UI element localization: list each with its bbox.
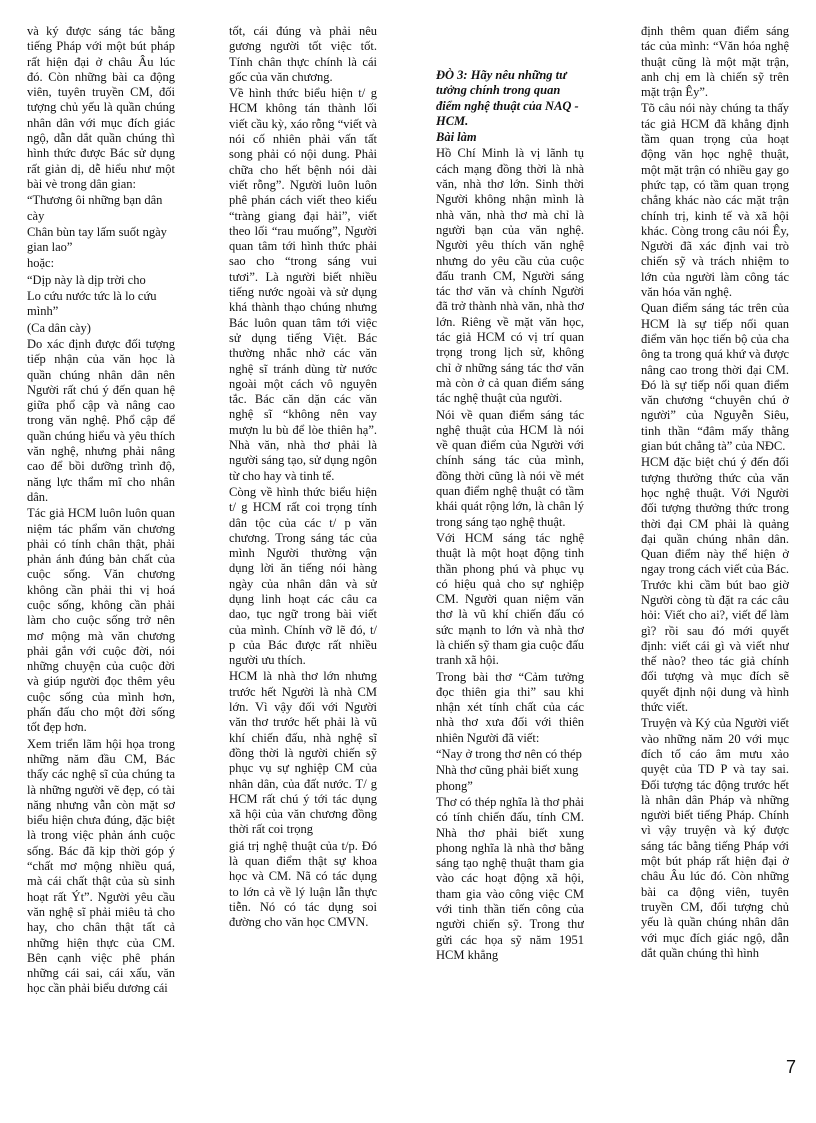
answer-label: Bài làm	[436, 130, 477, 145]
paragraph: định thêm quan điểm sáng tác của mình: “Văn hóa nghệ thuật cũng là một mặt trận, anh chị em là chiến sỹ trên mặt trận Êy”.	[641, 24, 789, 100]
paragraph: hoặc:	[27, 256, 55, 271]
text-column-3	[436, 68, 584, 1079]
text-column-4	[641, 24, 789, 1079]
paragraph: Với HCM sáng tác nghệ thuật là một hoạt động tinh thần phong phú và phục vụ có hiệu quả cho sự nghiệp CM. Người quan niệm văn thơ là vũ khí chiến đấu có sức mạnh to lớn và nhà thơ là chiến sỹ tham gia cuộc đấu tranh xã hội.	[436, 530, 584, 668]
question-heading: ĐÒ 3: Hãy nêu những tư tưởng chính trong quan điểm nghệ thuật của NAQ - HCM.	[436, 68, 579, 128]
verse-line: “Nay ở trong thơ nên có thép	[436, 747, 582, 762]
paragraph: Thơ có thép nghĩa là thơ phải có tính chiến đấu, tính CM. Nhà thơ phải biết xung phong nghĩa là nhà thơ bằng sáng tạo nghệ thuật tham gia vào các hoạt động xã hội, tham gia vào công việc CM với tinh thần tiến công của người chiến sỹ. Trong thư gửi các họa sỹ năm 1951 HCM khẳng	[436, 794, 584, 962]
paragraph: Truyện và Ký của Người viết vào những năm 20 với mục đích tố cáo âm mưu xảo quyệt của TD P và tay sai. Đối tượng tác động trước hết là nhân dân Pháp và những người biết tiếng Pháp. Chính vì vậy truyện và ký được sáng tác bằng tiếng Pháp với một bút pháp rất hiện đại ở châu Âu lúc đó. Còn những bài ca động viên, tuyên truyền CM, đối tượng chủ yếu là quần chúng nhân dân với mục đích giác ngộ, dẫn dắt quần chúng thì hình	[641, 716, 789, 960]
paragraph: HCM đặc biệt chú ý đến đối tượng thưởng thức của văn học nghệ thuật. Với Người đối tượng thưởng thức trong thời đại CM phải là quảng đại quần chúng nhân dân. Quan điểm này thể hiện ở ngay trong cách viết của Bác. Trước khi cầm bút bao giờ Người còng tù đặt ra các câu hỏi: Viết cho ai?, viết để làm gì? rồi sau đó mới quyết định: viết cái gì và viết như thế nào? theo tác giả chính đối tượng và mục đích sẽ quyết định nội dung và hình thức viết.	[641, 455, 789, 715]
paragraph: giá trị nghệ thuật của t/p. Đó là quan điểm thật sự khoa học và CM. Nã có tác dụng to lớn cả về lý luận lẫn thực tiễn. Nó có tác dụng soi đường cho văn học CMVN.	[229, 838, 377, 930]
verse-line: Chân bùn tay lấm suốt ngày gian lao”	[27, 224, 167, 255]
text-column-1	[27, 24, 175, 1079]
paragraph: Còng về hình thức biểu hiện t/ g HCM rất coi trọng tính dân tộc của các t/ p văn chương. Trong sáng tác của mình Người thường vận dụng lời ăn tiếng nói hàng ngày của nhân dân và sử dụng linh hoạt các câu ca dao, tục ngữ trong bài viết của mình. Chính vỡ lẽ đó, t/ p của Bác được rất nhiều người ưu thích.	[229, 484, 377, 668]
paragraph: Về hình thức biểu hiện t/ g HCM không tán thành lối viết cầu kỳ, xáo rỗng “viết và nói cố nhiên phải vấn tất song phải có nội dung. Phải chữa cho hết bệnh nói dài viết rỗng”. Người luôn luôn phê phán cách viết theo kiểu “tràng giang đại hải”, viết theo lối “rau muống”, Người quan tâm tới hình thức phải sao cho “trong sáng vui tươi”. Là người biết nhiều tiếng nước ngoài và sử dụng khá thành thạo chúng nhưng Bác luôn quan tâm tới việc sử dụng tiếng Việt. Bác thường nhắc nhở các văn nghệ sĩ tránh dùng từ nước ngoài một cách vô nguyên tắc. Bác căn dặn các văn nghệ sĩ “không nên vay mượn lu bù để lòe thiên hạ”. Nhà văn, nhà thơ phải là người sáng tạo, sử dụng ngôn từ cho hay và tinh tế.	[229, 86, 377, 483]
paragraph: Nói về quan điểm sáng tác nghệ thuật của HCM là nói về quan điểm của Người với chính sáng tác của mình, đồng thời cũng là nói về mét quan điểm nghệ thuật có tầm khái quát rộng lớn, là chân lý trong sáng tạo nghệ thuật.	[436, 407, 584, 529]
paragraph: tốt, cái đúng và phải nêu gương người tốt việc tốt. Tính chân thực chính là cái gốc của văn chương.	[229, 24, 377, 84]
paragraph: Trong bài thơ “Cảm tưởng đọc thiên gia thi” sau khi nhận xét tính chất của các nhà thơ xưa đối với thiên nhiên Người đã viết:	[436, 669, 584, 745]
verse-line: “Dịp này là dịp trời cho	[27, 272, 146, 287]
paragraph: và ký được sáng tác bằng tiếng Pháp với một bút pháp rất hiện đại ở châu Âu lúc đó. Còn những bài ca động viên, tuyên truyền CM, đối tượng chủ yếu là quần chúng nhân dân với mục đích giác ngộ, dẫn dắt quần chúng thì hình thức được Bác sử dụng rất giản dị, dễ hiểu như một bài vè trong dân gian:	[27, 24, 175, 191]
text-column-2	[229, 24, 377, 1079]
paragraph: Tác giả HCM luôn luôn quan niệm tác phẩm văn chương phải có tính chân thật, phải phản ánh đúng bản chất của cuộc sống. Văn chương không cần phải thi vị hoá cuộc sống, không cần phải làm cho cuộc sống trở nên mơ mộng mà văn chương phải gắn với cuộc đời, nói những chuyện của cuộc đời và giúp người đọc thêm yêu cuộc sống của mình hơn, phấn đấu cho một đời sống tốt đẹp hơn.	[27, 506, 175, 735]
paragraph: Tõ câu nói này chúng ta thấy tác giả HCM đã khẳng định tầm quan trọng của hoạt động văn học nghệ thuật, một mặt trận có nhiều gay go phức tạp, có tầm quan trọng chẳng khác nào các mặt trận chính trị, kinh tế và xã hội khác. Còng trong câu nói Êy, Người đã xác định vai trò chiến sỹ và trách nhiệm to lớn của người làm công tác văn hóa văn nghệ.	[641, 101, 789, 300]
paragraph: Xem triển lãm hội họa trong những năm đầu CM, Bác thấy các nghệ sĩ của chúng ta là những người vẽ đẹp, có tài năng nhưng vẫn còn mặt sơ biểu hiện chưa đúng, đặc biệt là trong việc phản ánh cuộc sống. Bác đã kịp thời góp ý “chất mơ mộng nhiều quá, mà cái chất thật của sù sinh hoạt rất Ýt”. Người yêu cầu văn nghệ sĩ phải miêu tả cho hay, cho chân thật tất cả những hiện thực của CM. Bên cạnh việc phê phán những cái sai, cái xấu, văn học cần phải biểu dương cái	[27, 736, 175, 996]
verse-source: (Ca dân cày)	[27, 320, 91, 335]
paragraph: HCM là nhà thơ lớn nhưng trước hết Người là nhà CM lớn. Vì vậy đối với Người văn thơ trước hết phải là vũ khí chiến đấu, nhà nghệ sĩ đồng thời là người chiến sỹ phục vụ sự nghiệp CM của nhân dân, của đất nước. T/ g HCM rất chú ý tới tác dụng xã hội của văn chương đồng thời rất coi trọng	[229, 669, 377, 837]
verse-line: Lo cứu nước tức là lo cứu mình”	[27, 289, 157, 319]
paragraph: Do xác định được đối tượng tiếp nhận của văn học là quần chúng nhân dân nên Người rất chú ý đến quan hệ giữa phổ cập và nâng cao trong văn nghệ. Phổ cập để quần chúng hiểu và yêu thích văn nghệ, nhưng phải nâng cao để bồi dưỡng trình độ, năng lực thẩm mĩ cho nhân dân.	[27, 336, 175, 504]
paragraph: Hồ Chí Minh là vị lãnh tụ cách mạng đồng thời là nhà văn, nhà thơ lớn. Sinh thời Người không nhận mình là nhà văn, nhà thơ mà chỉ là người bạn của văn nghệ. Người yêu thích văn nghệ nhưng do yêu cầu của cuộc đấu tranh CM, Người sáng tác thơ văn và chính Người đã trở thành nhà văn, nhà thơ lớn. Riêng về mặt văn học, tác giả HCM có vị trí quan trọng trong lịch sử, không chỉ ở những sáng tác thơ văn mà còn ở cả quan điểm sáng tác nghệ thuật của người.	[436, 146, 584, 406]
paragraph: Quan điểm sáng tác trên của HCM là sự tiếp nối quan điểm văn học tiến bộ của cha ông ta trong quá khứ và được nâng cao trong thời đại CM. Đó là sự tiếp nối quan điểm văn chương “chuyên chú ở người” của Nguyễn Siêu, tinh thần “đâm mấy thằng gian bút chẳng tà” của NĐC.	[641, 301, 789, 454]
verse-line: “Thương ôi những bạn dân cày	[27, 193, 163, 223]
verse-line: Nhà thơ cũng phải biết xung phong”	[436, 763, 579, 793]
page-number: 7	[786, 1057, 797, 1077]
